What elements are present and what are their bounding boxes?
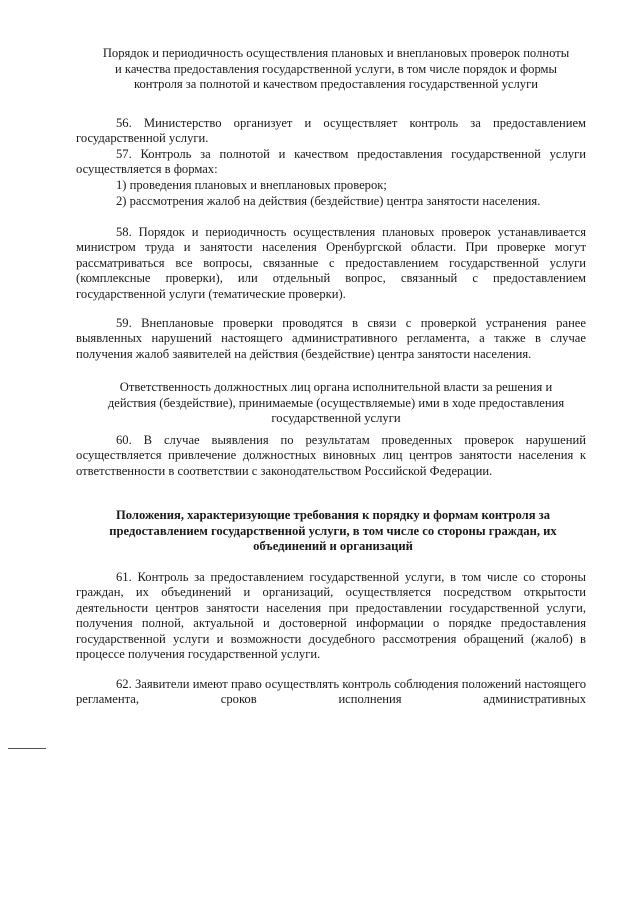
paragraph-57-item-1: 1) проведения плановых и внеплановых проверок; [116, 178, 387, 192]
section-heading-control-requirements: Положения, характеризующие требования к порядку и формам контроля за предоставлением государственной услуги, в том числе со стороны граждан, их объединений и организаций [109, 508, 557, 554]
paragraph-58: 58. Порядок и периодичность осуществления плановых проверок устанавливается министром труда и занятости населения Оренбургской области. При проверке могут рассматриваться все вопросы, связанные с предоставлением государственной услуги (комплексные проверки), или отдельный вопрос, связанный с предоставлением государственной услуги (тематические проверки). [76, 225, 586, 301]
paragraph-62: 62. Заявители имеют право осуществлять контроль соблюдения положений настоящего регламента, сроков исполнения административных [76, 677, 586, 707]
section-heading-inspections: Порядок и периодичность осуществления плановых и внеплановых проверок полноты и качества предоставления государственной услуги, в том числе порядок и формы контроля за полнотой и качеством предоставления государственной услуги [102, 46, 570, 92]
paragraph-56: 56. Министерство организует и осуществляет контроль за предоставлением государственной услуги. [76, 116, 586, 146]
section-heading-responsibility: Ответственность должностных лиц органа исполнительной власти за решения и действия (бездействие), принимаемые (осуществляемые) ими в ходе предоставления государственной услуги [107, 380, 565, 426]
paragraph-57-item-2: 2) рассмотрения жалоб на действия (бездействие) центра занятости населения. [116, 194, 541, 208]
paragraph-57: 57. Контроль за полнотой и качеством предоставления государственной услуги осуществляется в формах: [76, 147, 586, 177]
paragraph-61: 61. Контроль за предоставлением государственной услуги, в том числе со стороны граждан, их объединений и организаций, осуществляется посредством открытости деятельности центров занятости населения при предоставлении государственной услуги, получения полной, актуальной и достоверной информации о порядке предоставления государственной услуги и возможности досудебного рассмотрения обращений (жалоб) в процессе получения государственной услуги. [76, 570, 586, 662]
footnote-divider [8, 748, 46, 749]
paragraph-59: 59. Внеплановые проверки проводятся в связи с проверкой устранения ранее выявленных нарушений настоящего административного регламента, а также в случае получения жалоб заявителей на действия (бездействие) центра занятости населения. [76, 316, 586, 361]
paragraph-60: 60. В случае выявления по результатам проведенных проверок нарушений осуществляется привлечение должностных виновных лиц центров занятости населения к ответственности в соответствии с законодательством Российской Федерации. [76, 433, 586, 478]
